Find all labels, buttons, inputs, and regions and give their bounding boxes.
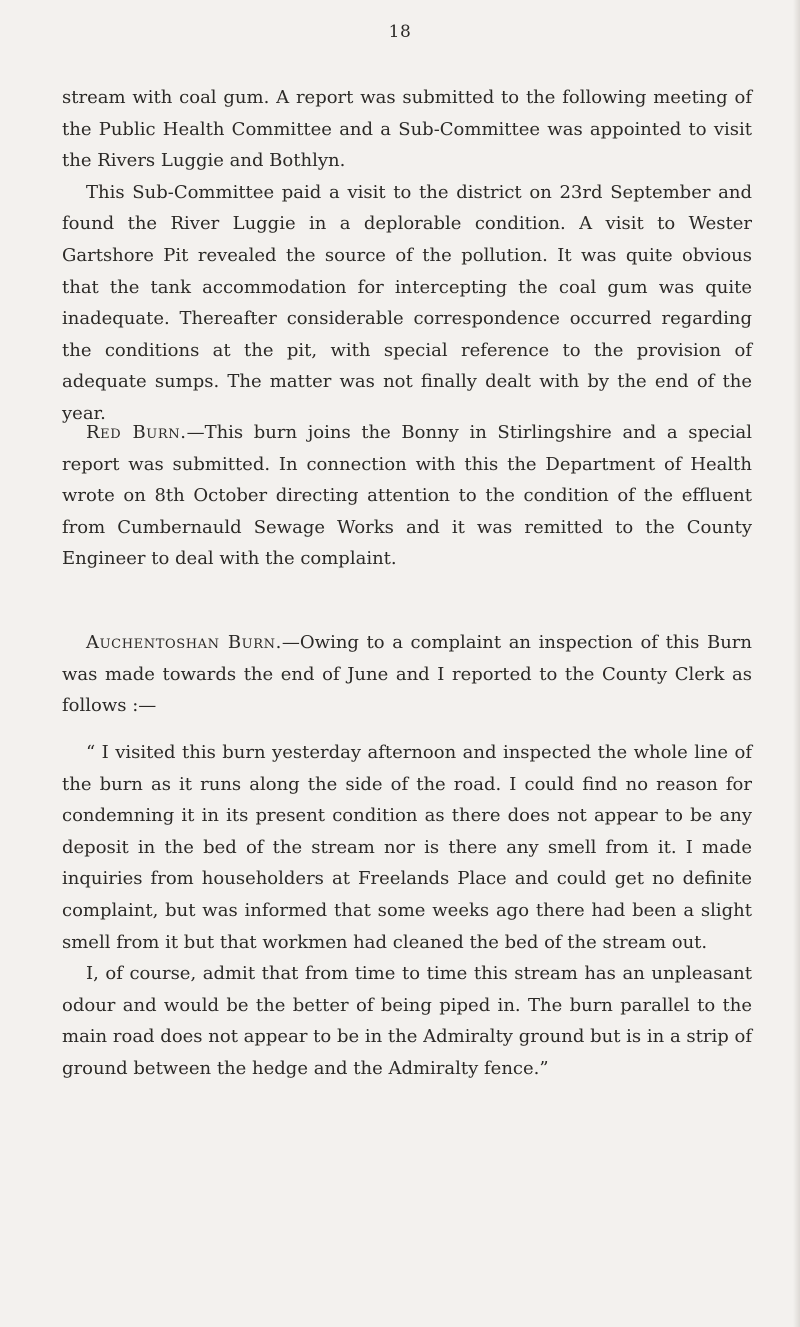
section-red-burn <box>62 417 752 575</box>
auchentoshan-text: —Owing to a complaint an inspection of this Burn was made towards the end of June and I reported to the County Clerk as follows :— <box>62 632 752 717</box>
red-burn-heading: Red Burn. <box>86 422 187 443</box>
red-burn-text: —This burn joins the Bonny in Stirlingshire and a special report was submitted. In connection with this the Department of Health wrote on 8th October directing attention to the condition of the effluent from Cumbernauld Sewage Works and it was remitted to the County Engineer to deal with the complaint. <box>62 422 753 570</box>
section-quoted-report <box>62 737 752 1085</box>
section-auchentoshan-burn <box>62 627 752 722</box>
paragraph-auchentoshan <box>62 627 752 722</box>
quote-paragraph-opinion: I, of course, admit that from time to time this stream has an unpleasant odour and would be the better of being piped in. The burn parallel to the main road does not appear to be in the Admiralty ground but is in a strip of ground between the hedge and the Admiralty fence.” <box>62 963 752 1079</box>
page-number: 18 <box>388 22 412 42</box>
paragraph-continuation: stream with coal gum. A report was submitted to the following meeting of the Public Health Committee and a Sub-Committee was appointed to visit the Rivers Luggie and Bothlyn. <box>62 87 752 172</box>
paragraph-subcommittee-visit: This Sub-Committee paid a visit to the district on 23rd September and found the River Luggie in a deplorable condition. A visit to Wester Gartshore Pit revealed the source of the pollution. It was quite obvious that the tank accommodation for intercepting the coal gum was quite inadequate. Thereafter considerable correspondence occurred regarding the conditions at the pit, with special reference to the provision of adequate sumps. The matter was not finally dealt with by the end of the year. <box>62 181 752 424</box>
page-edge-shadow <box>793 0 800 1327</box>
paragraph-red-burn <box>62 417 752 575</box>
quote-paragraph-visit: “ I visited this burn yesterday afternoon and inspected the whole line of the burn as it runs along the side of the road. I could find no reason for condemning it in its present condition as there does not appear to be any deposit in the bed of the stream nor is there any smell from it. I made inquiries from householders at Freelands Place and could get no definite complaint, but was informed that some weeks ago there had been a slight smell from it but that workmen had cleaned the bed of the stream out. <box>62 742 752 953</box>
section-luggie <box>62 82 752 430</box>
auchentoshan-heading: Auchentoshan Burn. <box>86 632 282 653</box>
